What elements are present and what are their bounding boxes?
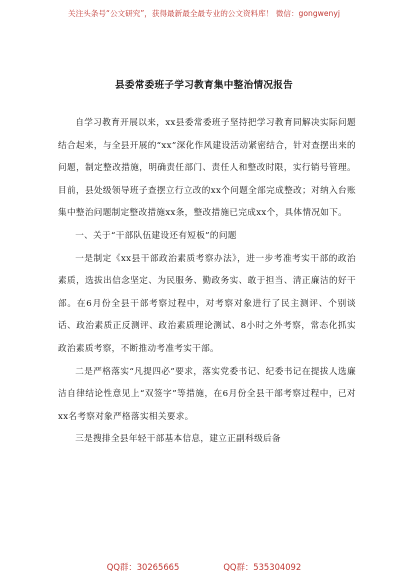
paragraph-intro: 自学习教育开展以来，xx县委常委班子坚持把学习教育同解决实际问题结合起来，与全县开展的“xx”深化作风建设活动紧密结合，针对查摆出来的问题，制定整改措施，明确责任部门、责任人和整改时限，实行销号管理。目前，县处级领导班子查摆立行立改的xx个问题全部完成整改；对纳入台账集中整治问题制定整改措施xx条，整改措施已完成xx个，具体情况如下。 (58, 118, 356, 219)
document-body (58, 112, 356, 451)
footer-qq-group-2: QQ群：535304092 (223, 562, 302, 572)
section-heading: 一、关于“干部队伍建设还有短板”的问题 (75, 230, 237, 241)
paragraph-item-1: 一是制定《xx县干部政治素质考察办法》，进一步考准考实干部的政治素质，选拔出信念坚定、为民服务、勤政务实、敢于担当、清正廉洁的好干部。在6月份全县干部考察过程中，对考察对象进行了民主测评、个别谈话、政治素质正反测评、政治素质理论测试、8小时之外考察，常态化抓实政治素质考察，不断推动考准考实干部。 (58, 253, 356, 354)
header-promo: 关注头条号“公文研究”，获得最新最全最专业的公文资料库！ 微信：gongwenyj (68, 9, 340, 18)
paragraph-item-2: 二是严格落实“凡提四必”要求，落实党委书记、纪委书记在提拔人选廉洁自律结论性意见上“双签字”等措施，在6月份全县干部考察过程中，已对xx名考察对象严格落实相关要求。 (58, 366, 356, 422)
footer-qq-group-1: QQ群：30265665 (106, 562, 180, 572)
document-title: 县委常委班子学习教育集中整治情况报告 (114, 80, 294, 91)
paragraph-item-3: 三是搜排全县年轻干部基本信息，建立正副科级后备 (75, 434, 281, 445)
footer-contact (0, 561, 408, 573)
